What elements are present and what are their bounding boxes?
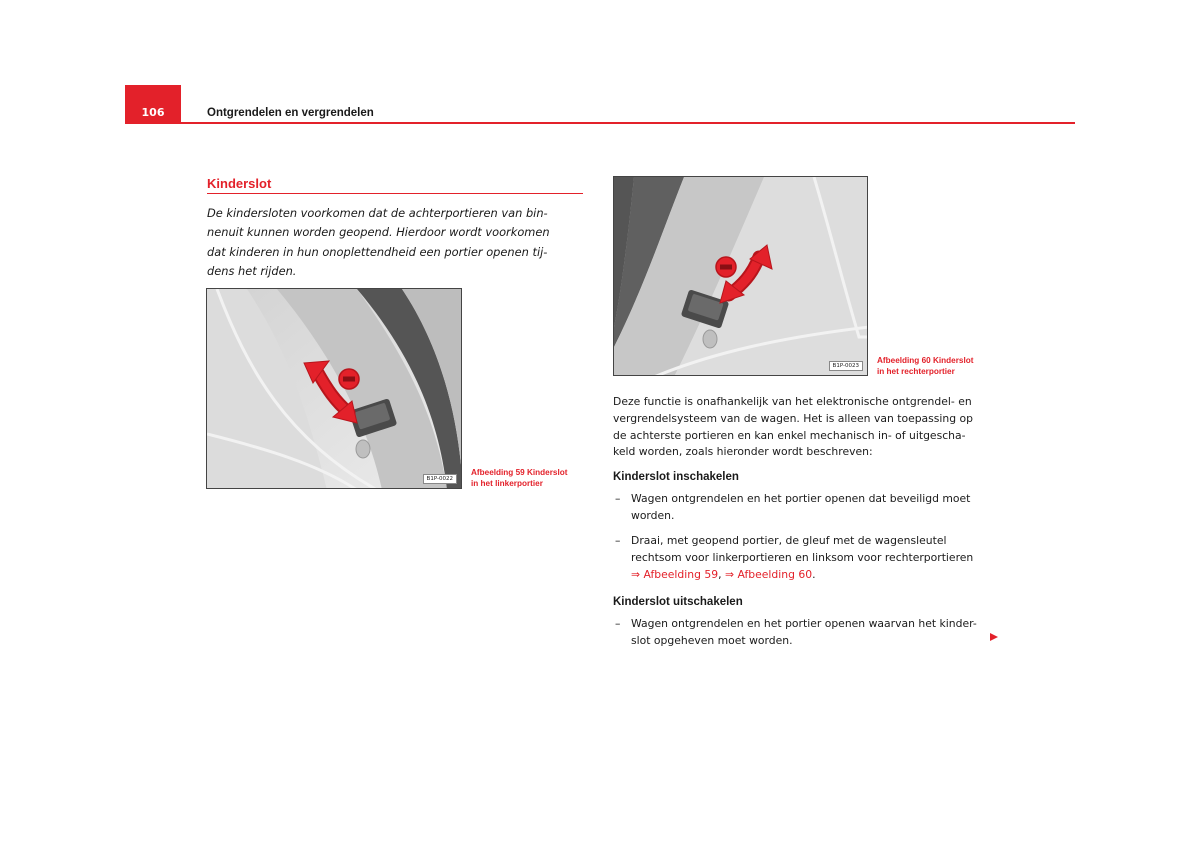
caption-line: in het linkerportier bbox=[471, 479, 543, 488]
figure-code: B1P-0022 bbox=[423, 474, 457, 484]
intro-line: dens het rijden. bbox=[207, 263, 297, 278]
paragraph-line: de achterste portieren en kan enkel mechanisch in- of uitgescha- bbox=[613, 428, 966, 442]
step-dash: – bbox=[615, 534, 621, 547]
caption-line: in het rechterportier bbox=[877, 367, 955, 376]
caption-line: Afbeelding 60 Kinderslot bbox=[877, 356, 974, 365]
subheading-enable: Kinderslot inschakelen bbox=[613, 471, 739, 483]
intro-text bbox=[207, 204, 585, 281]
slot-marker-icon bbox=[716, 257, 736, 277]
header-rule bbox=[125, 122, 1075, 124]
paragraph-line: keld worden, zoals hieronder wordt beschreven: bbox=[613, 445, 873, 459]
section-rule bbox=[207, 193, 583, 194]
right-door-illustration bbox=[614, 177, 868, 376]
step-dash: – bbox=[615, 492, 621, 505]
caption-figure-60 bbox=[877, 355, 1007, 377]
intro-line: De kindersloten voorkomen dat de achterportieren van bin- bbox=[207, 206, 548, 220]
page-number: 106 bbox=[141, 106, 165, 119]
step-line: Wagen ontgrendelen en het portier openen waarvan het kinder- bbox=[631, 617, 977, 630]
paragraph-line: Deze functie is onafhankelijk van het elektronische ontgrendel- en bbox=[613, 395, 972, 408]
section-title: Kinderslot bbox=[207, 176, 272, 191]
chapter-title: Ontgrendelen en vergrendelen bbox=[207, 107, 374, 119]
step-line-refs bbox=[631, 566, 973, 583]
figure-code: B1P-0023 bbox=[829, 361, 863, 371]
caption-figure-59 bbox=[471, 467, 601, 489]
figure-right-door bbox=[613, 176, 868, 376]
step-line: Wagen ontgrendelen en het portier openen dat beveiligd moet bbox=[631, 492, 971, 505]
intro-line: dat kinderen in hun onoplettendheid een portier openen tij- bbox=[207, 244, 548, 259]
left-door-illustration bbox=[207, 289, 462, 489]
link-figure-59[interactable]: ⇒ Afbeelding 59 bbox=[631, 568, 719, 581]
step-line: worden. bbox=[631, 509, 675, 522]
figure-left-door bbox=[206, 288, 462, 489]
step-line: slot opgeheven moet worden. bbox=[631, 634, 793, 647]
caption-line: Afbeelding 59 Kinderslot bbox=[471, 468, 568, 477]
step-line: Draai, met geopend portier, de gleuf met de wagensleutel bbox=[631, 534, 947, 547]
subheading-disable: Kinderslot uitschakelen bbox=[613, 596, 743, 608]
ref-end: . bbox=[812, 568, 816, 581]
step-line: rechtsom voor linkerportieren en linksom voor rechterportieren bbox=[631, 551, 974, 564]
triangle-right-icon bbox=[990, 633, 998, 641]
slot-marker-icon bbox=[339, 369, 359, 389]
paragraph-line: vergrendelsysteem van de wagen. Het is alleen van toepassing op bbox=[613, 411, 974, 425]
step-dash: – bbox=[615, 617, 621, 630]
ref-separator: , bbox=[718, 568, 726, 581]
intro-line: nenuit kunnen worden geopend. Hierdoor wordt voorkomen bbox=[207, 225, 550, 240]
body-paragraph bbox=[613, 394, 993, 461]
link-figure-60[interactable]: ⇒ Afbeelding 60 bbox=[725, 568, 813, 581]
